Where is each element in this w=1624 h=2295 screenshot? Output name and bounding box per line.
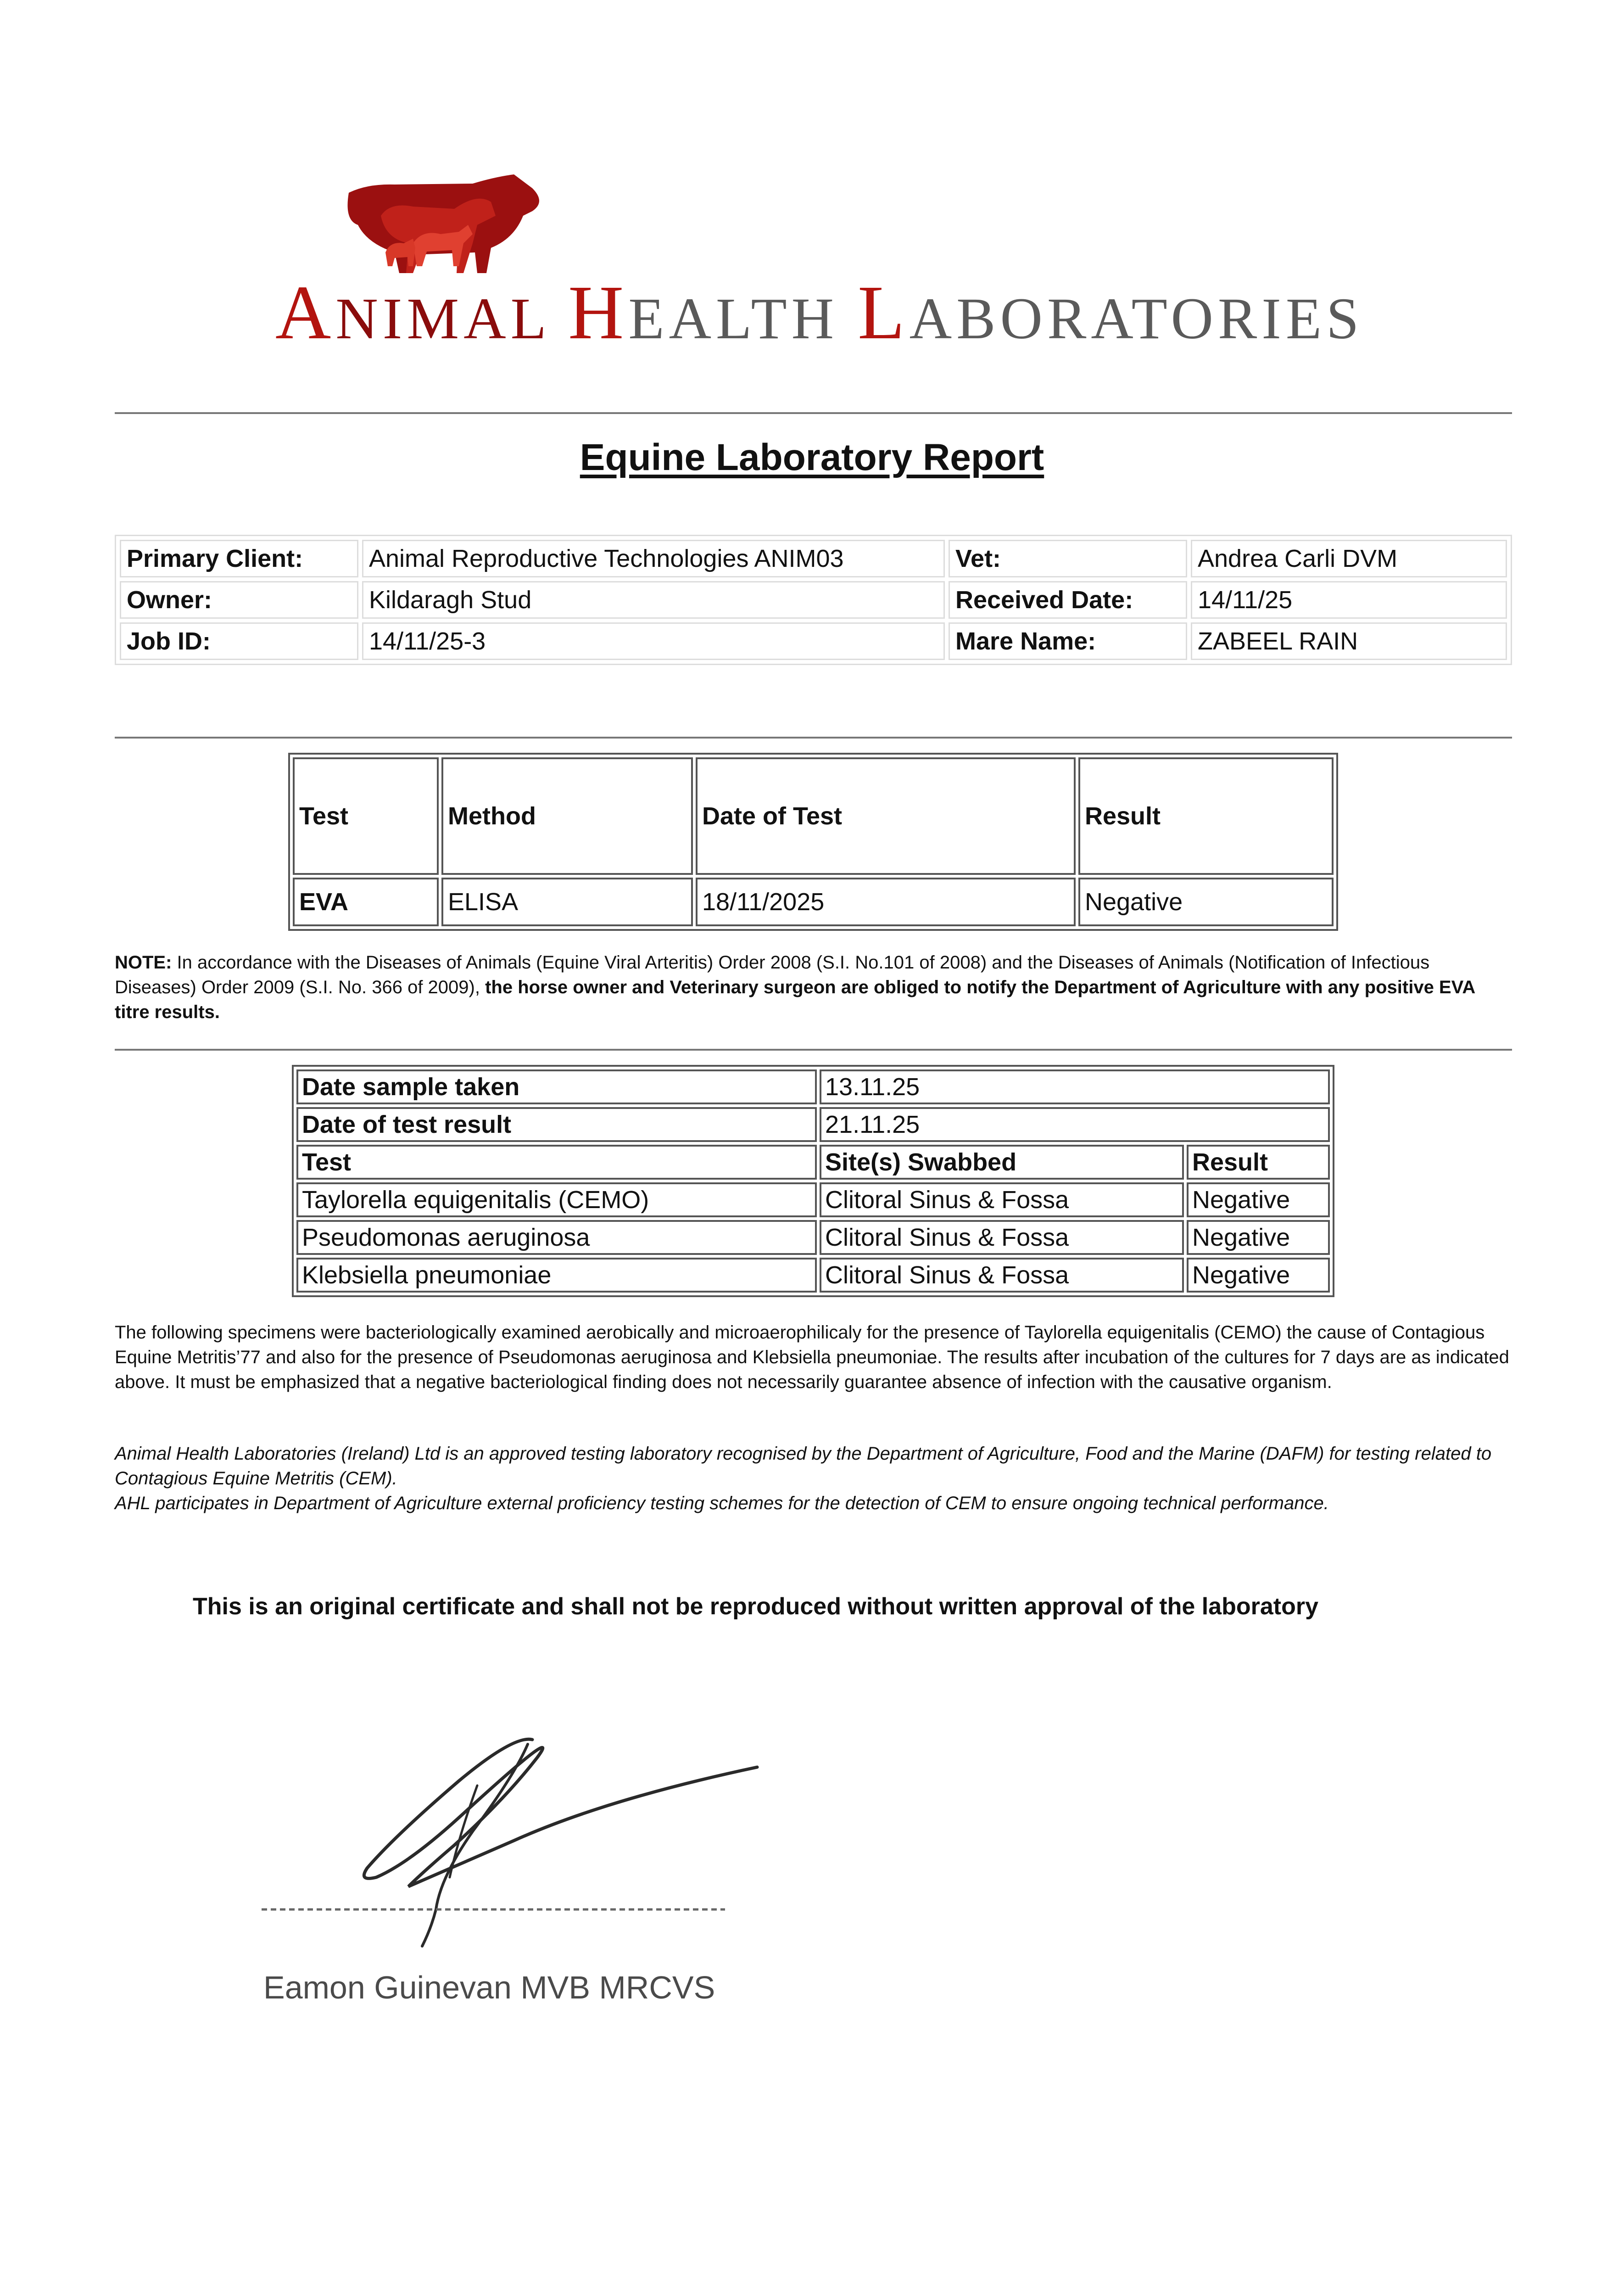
signature-image xyxy=(257,1726,762,1955)
divider xyxy=(115,1049,1512,1051)
client-info-table xyxy=(115,535,1512,665)
divider xyxy=(115,737,1512,739)
table-row xyxy=(120,622,1507,660)
primary-client-value: Animal Reproductive Technologies ANIM03 xyxy=(362,540,945,577)
table-row xyxy=(296,1069,1330,1104)
signatory-name: Eamon Guinevan MVB MRCVS xyxy=(263,1970,715,2005)
primary-client-label: Primary Client: xyxy=(120,540,358,577)
table-row xyxy=(296,1182,1330,1217)
wordmark-part: EALTH xyxy=(628,286,839,351)
eva-results-table xyxy=(288,753,1338,931)
wordmark-part: NIMAL xyxy=(335,286,549,351)
bacteriology-statement: The following specimens were bacteriologically examined aerobically and microaerophilicaly for the presence of Taylorella equigenitalis (CEMO) the cause of Contagious Equine Metritis’77 and also for the presence of Pseudomonas aeruginosa and Klebsiella pneumoniae. The results after incubation of the cultures for 7 days are as indicated above. It must be emphasized that a negative bacteriological finding does not necessarily guarantee absence of infection with the causative organism. xyxy=(115,1322,1509,1392)
note-text: In accordance with the Diseases of Animals (Equine Viral Arteritis) Order 2008 (S.I. No.101 of 2008) and the Diseases of Animals (Notification of Infectious Diseases) Order 2009 (S.I. No. 366 of 2009), xyxy=(115,952,1430,997)
table-row xyxy=(120,540,1507,577)
site-cell: Clitoral Sinus & Fossa xyxy=(820,1258,1184,1293)
date-test-result-value: 21.11.25 xyxy=(820,1107,1330,1142)
note-emphasis: the horse owner and Veterinary surgeon are obliged to notify the Department of Agriculture with any positive EVA titre results. xyxy=(115,977,1475,1022)
method-cell: ELISA xyxy=(441,878,693,926)
divider xyxy=(115,412,1512,414)
date-test-result-label: Date of test result xyxy=(296,1107,817,1142)
table-row xyxy=(296,1107,1330,1142)
job-id-value: 14/11/25-3 xyxy=(362,622,945,660)
received-date-value: 14/11/25 xyxy=(1191,581,1507,619)
animals-silhouette-icon xyxy=(275,174,1354,275)
mare-name-label: Mare Name: xyxy=(949,622,1187,660)
test-cell: Taylorella equigenitalis (CEMO) xyxy=(296,1182,817,1217)
mare-name-value: ZABEEL RAIN xyxy=(1191,622,1507,660)
page-title: Equine Laboratory Report xyxy=(580,437,1044,478)
column-header: Method xyxy=(441,757,693,875)
column-header: Date of Test xyxy=(696,757,1076,875)
table-row xyxy=(293,878,1334,926)
accreditation-line: AHL participates in Department of Agriculture external proficiency testing schemes for the detection of CEM to ensure ongoing technical performance. xyxy=(115,1493,1329,1513)
accreditation-line: Animal Health Laboratories (Ireland) Ltd is an approved testing laboratory recognised by the Department of Agriculture, Food and the Marine (DAFM) for testing related to Contagious Equine Metritis (CEM). xyxy=(115,1444,1492,1489)
received-date-label: Received Date: xyxy=(949,581,1187,619)
site-cell: Clitoral Sinus & Fossa xyxy=(820,1182,1184,1217)
table-row xyxy=(120,581,1507,619)
table-header-row xyxy=(296,1145,1330,1180)
table-row xyxy=(296,1258,1330,1293)
result-cell: Negative xyxy=(1187,1220,1330,1255)
accreditation-statement xyxy=(115,1441,1512,1516)
result-cell: Negative xyxy=(1078,878,1334,926)
test-cell: Pseudomonas aeruginosa xyxy=(296,1220,817,1255)
site-cell: Clitoral Sinus & Fossa xyxy=(820,1220,1184,1255)
owner-value: Kildaragh Stud xyxy=(362,581,945,619)
vet-value: Andrea Carli DVM xyxy=(1191,540,1507,577)
column-header: Result xyxy=(1187,1145,1330,1180)
table-header-row xyxy=(293,757,1334,875)
wordmark-initial: L xyxy=(858,270,910,355)
certificate-notice: This is an original certificate and shall not be reproduced without written approval of the laboratory xyxy=(193,1593,1319,1620)
result-cell: Negative xyxy=(1187,1182,1330,1217)
wordmark-initial: H xyxy=(568,270,629,355)
column-header: Test xyxy=(293,757,439,875)
job-id-label: Job ID: xyxy=(120,622,358,660)
company-wordmark xyxy=(275,269,1364,357)
vet-label: Vet: xyxy=(949,540,1187,577)
company-logo xyxy=(275,174,1364,355)
date-sample-taken-value: 13.11.25 xyxy=(820,1069,1330,1104)
column-header: Site(s) Swabbed xyxy=(820,1145,1184,1180)
cemo-results-table xyxy=(292,1065,1334,1297)
date-sample-taken-label: Date sample taken xyxy=(296,1069,817,1104)
date-cell: 18/11/2025 xyxy=(696,878,1076,926)
owner-label: Owner: xyxy=(120,581,358,619)
table-row xyxy=(296,1220,1330,1255)
note-label: NOTE: xyxy=(115,952,172,973)
eva-note xyxy=(115,950,1512,1024)
test-cell: EVA xyxy=(293,878,439,926)
wordmark-initial: A xyxy=(275,270,336,355)
column-header: Result xyxy=(1078,757,1334,875)
column-header: Test xyxy=(296,1145,817,1180)
test-cell: Klebsiella pneumoniae xyxy=(296,1258,817,1293)
result-cell: Negative xyxy=(1187,1258,1330,1293)
wordmark-part: ABORATORIES xyxy=(909,286,1364,351)
